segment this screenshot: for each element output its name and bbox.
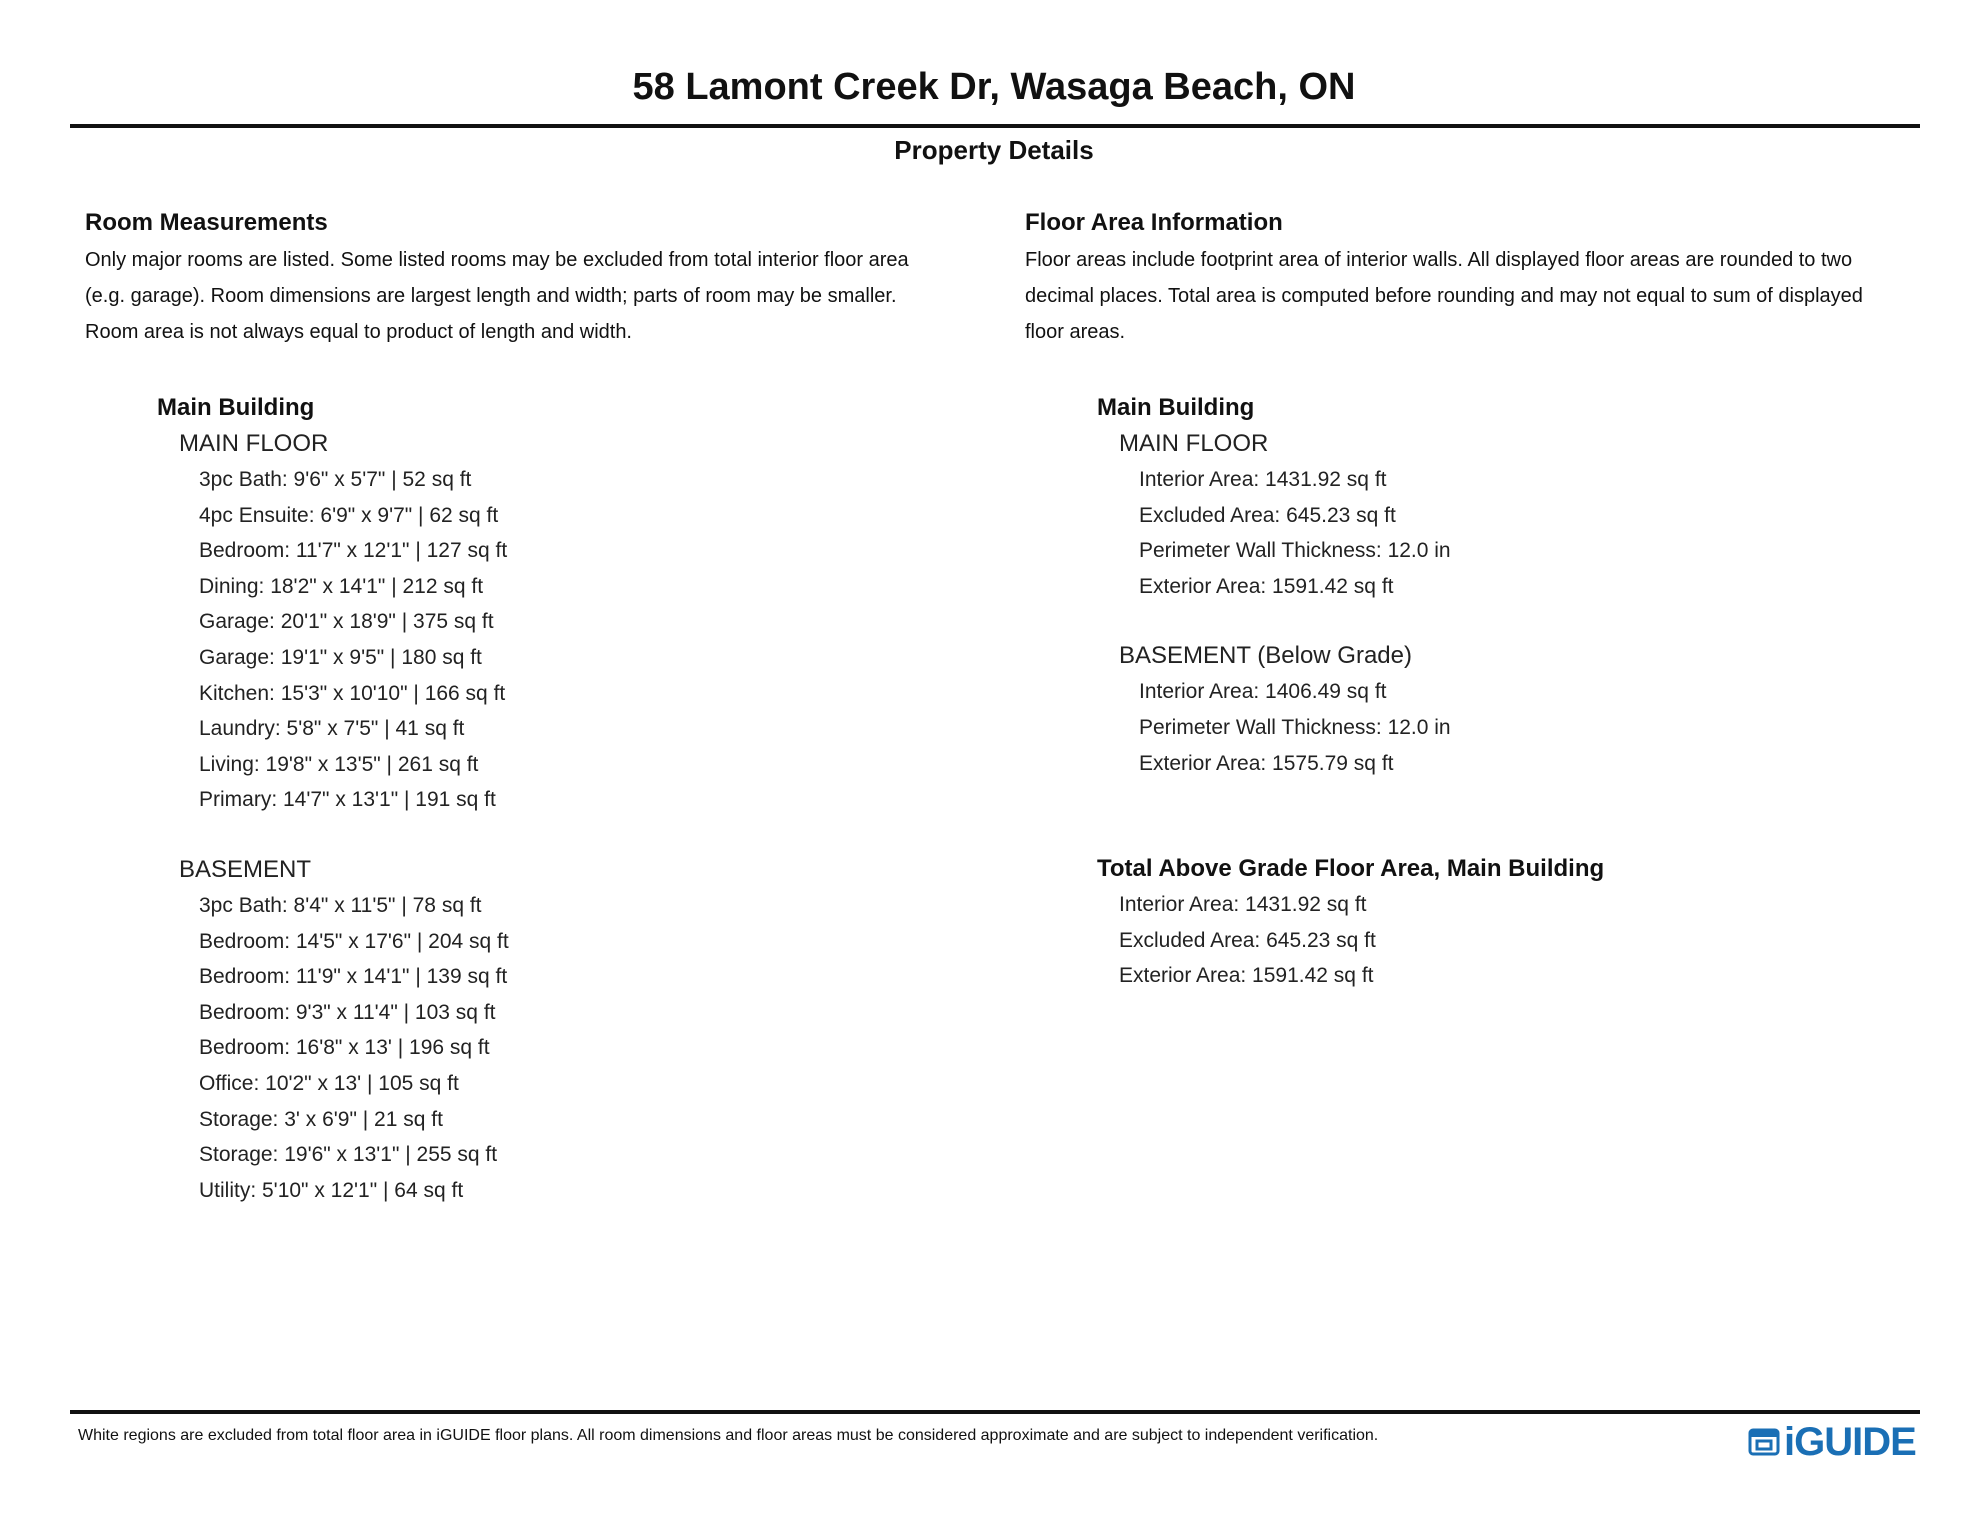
room-item: Storage: 3' x 6'9" | 21 sq ft bbox=[199, 1107, 443, 1131]
room-item: Bedroom: 9'3" x 11'4" | 103 sq ft bbox=[199, 1000, 496, 1024]
floor-area-description bbox=[1025, 242, 1925, 350]
area-item: Interior Area: 1406.49 sq ft bbox=[1139, 680, 1387, 704]
room-item: Bedroom: 14'5" x 17'6" | 204 sq ft bbox=[199, 929, 509, 953]
floor-name-basement: BASEMENT bbox=[179, 855, 312, 883]
area-item: Exterior Area: 1575.79 sq ft bbox=[1139, 751, 1394, 775]
building-name: Main Building bbox=[1097, 394, 1255, 421]
footer-disclaimer: White regions are excluded from total floor area in iGUIDE floor plans. All room dimensions and floor areas must be considered approximate and are subject to independent verification. bbox=[78, 1427, 1379, 1444]
building-name: Main Building bbox=[157, 394, 315, 421]
description-line: Only major rooms are listed. Some listed rooms may be excluded from total interior floor area bbox=[85, 249, 909, 271]
floor-name-main: MAIN FLOOR bbox=[1119, 430, 1269, 457]
floor-area-section bbox=[1025, 206, 1925, 994]
room-item: Primary: 14'7" x 13'1" | 191 sq ft bbox=[199, 788, 496, 812]
room-measurements-heading: Room Measurements bbox=[85, 209, 328, 236]
iguide-logo-text: iGUIDE bbox=[1784, 1420, 1916, 1464]
description-line: decimal places. Total area is computed before rounding and may not equal to sum of displayed bbox=[1025, 285, 1863, 307]
area-item: Excluded Area: 645.23 sq ft bbox=[1139, 503, 1396, 527]
header-divider bbox=[70, 124, 1920, 128]
description-line: floor areas. bbox=[1025, 321, 1126, 343]
room-item: Garage: 19'1" x 9'5" | 180 sq ft bbox=[199, 645, 482, 669]
room-item: 3pc Bath: 8'4" x 11'5" | 78 sq ft bbox=[199, 893, 482, 917]
area-item: Interior Area: 1431.92 sq ft bbox=[1139, 468, 1387, 491]
area-item: Exterior Area: 1591.42 sq ft bbox=[1139, 574, 1394, 598]
floor-name-main: MAIN FLOOR bbox=[179, 430, 329, 457]
room-item: Laundry: 5'8" x 7'5" | 41 sq ft bbox=[199, 717, 465, 741]
iguide-logo-icon bbox=[1748, 1426, 1780, 1458]
floor-name-basement: BASEMENT (Below Grade) bbox=[1119, 642, 1412, 670]
room-measurements-section bbox=[85, 206, 985, 1208]
room-item: Living: 19'8" x 13'5" | 261 sq ft bbox=[199, 752, 479, 776]
total-area-item: Exterior Area: 1591.42 sq ft bbox=[1119, 964, 1374, 988]
area-item: Perimeter Wall Thickness: 12.0 in bbox=[1139, 715, 1451, 739]
page-subtitle: Property Details bbox=[894, 135, 1094, 165]
page-title: 58 Lamont Creek Dr, Wasaga Beach, ON bbox=[632, 66, 1356, 108]
room-item: Kitchen: 15'3" x 10'10" | 166 sq ft bbox=[199, 681, 506, 705]
room-item: Bedroom: 11'9" x 14'1" | 139 sq ft bbox=[199, 965, 508, 989]
floor-area-heading: Floor Area Information bbox=[1025, 209, 1283, 236]
footer-divider bbox=[70, 1410, 1920, 1414]
room-item: Storage: 19'6" x 13'1" | 255 sq ft bbox=[199, 1143, 498, 1167]
total-area-heading: Total Above Grade Floor Area, Main Building bbox=[1097, 855, 1605, 883]
iguide-logo bbox=[1748, 1420, 1916, 1464]
room-item: Dining: 18'2" x 14'1" | 212 sq ft bbox=[199, 574, 484, 598]
room-measurements-description bbox=[85, 242, 985, 350]
room-item: 3pc Bath: 9'6" x 5'7" | 52 sq ft bbox=[199, 468, 472, 491]
room-item: Utility: 5'10" x 12'1" | 64 sq ft bbox=[199, 1178, 464, 1202]
total-area-item: Interior Area: 1431.92 sq ft bbox=[1119, 893, 1367, 917]
room-item: Bedroom: 11'7" x 12'1" | 127 sq ft bbox=[199, 539, 508, 563]
description-line: Room area is not always equal to product of length and width. bbox=[85, 321, 632, 343]
area-item: Perimeter Wall Thickness: 12.0 in bbox=[1139, 539, 1451, 563]
room-item: Bedroom: 16'8" x 13' | 196 sq ft bbox=[199, 1036, 490, 1060]
total-area-item: Excluded Area: 645.23 sq ft bbox=[1119, 928, 1376, 952]
room-item: Garage: 20'1" x 18'9" | 375 sq ft bbox=[199, 610, 494, 634]
description-line: Floor areas include footprint area of interior walls. All displayed floor areas are rounded to two bbox=[1025, 249, 1853, 271]
room-item: Office: 10'2" x 13' | 105 sq ft bbox=[199, 1071, 459, 1095]
description-line: (e.g. garage). Room dimensions are largest length and width; parts of room may be smaller. bbox=[85, 285, 897, 307]
room-item: 4pc Ensuite: 6'9" x 9'7" | 62 sq ft bbox=[199, 503, 499, 527]
